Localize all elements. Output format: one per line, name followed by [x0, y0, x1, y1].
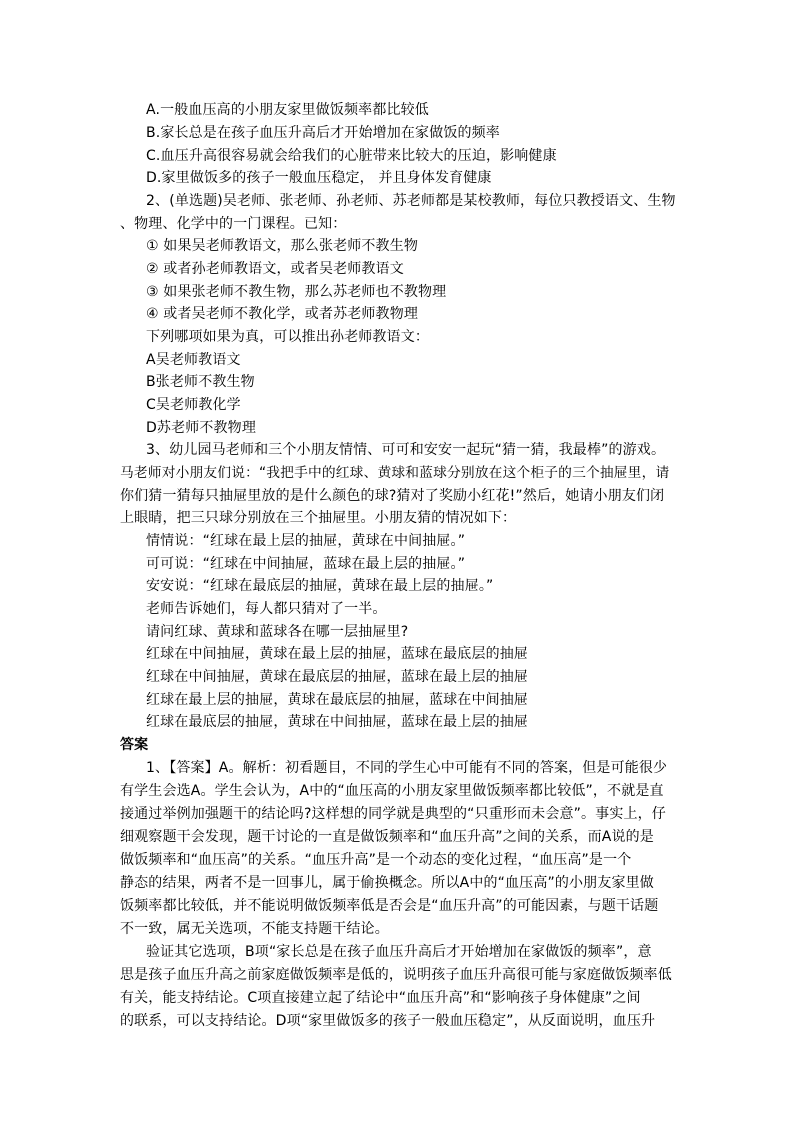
- q3-guess-qingqing: 情情说：“红球在最上层的抽屉，黄球在中间抽屉。”: [146, 533, 466, 549]
- q3-stem-line-4: 上眼睛，把三只球分别放在三个抽屉里。小朋友猜的情况如下：: [120, 510, 517, 526]
- q2-condition-4: ④ 或者吴老师不教化学，或者苏老师教物理: [146, 306, 418, 322]
- q2-question: 下列哪项如果为真，可以推出孙老师教语文：: [146, 329, 429, 345]
- q2-stem-line-2: 、物理、化学中的一门课程。已知：: [120, 216, 347, 232]
- answer-1-line-8: 不一致，属无关选项，不能支持题干结论。: [120, 921, 389, 937]
- q2-option-c: C吴老师教化学: [146, 397, 241, 413]
- q3-teacher-note: 老师告诉她们，每人都只猜对了一半。: [146, 601, 387, 617]
- q3-question: 请问红球、黄球和蓝球各在哪一层抽屉里?: [146, 624, 409, 640]
- q3-option-3: 红球在最上层的抽屉，黄球在最底层的抽屉，蓝球在中间抽屉: [146, 692, 529, 708]
- answer-1-line-6: 静态的结果，两者不是一回事儿，属于偷换概念。所以A中的“血压高”的小朋友家里做: [120, 875, 654, 891]
- answer-1-line-2: 有学生会选A。学生会认为，A中的“血压高的小朋友家里做饭频率都比较低”，不就是直: [120, 783, 664, 799]
- answer-1-line-7: 饭频率都比较低，并不能说明做饭频率低是否会是“血压升高”的可能因素，与题干话题: [120, 898, 659, 914]
- q2-option-b: B张老师不教生物: [146, 374, 255, 390]
- q2-condition-2: ② 或者孙老师教语文，或者吴老师教语文: [146, 261, 404, 277]
- q1-option-a: A.一般血压高的小朋友家里做饭频率都比较低: [146, 102, 429, 118]
- q3-guess-keke: 可可说：“红球在中间抽屉，蓝球在最上层的抽屉。”: [146, 556, 466, 572]
- q3-stem-line-2: 马老师对小朋友们说：“我把手中的红球、黄球和蓝球分别放在这个柜子的三个抽屉里，请: [120, 465, 670, 481]
- answer-1-line-1: 1、【答案】A。解析：初看题目，不同的学生心中可能有不同的答案，但是可能很少: [146, 760, 668, 776]
- q3-option-1: 红球在中间抽屉，黄球在最上层的抽屉，蓝球在最底层的抽屉: [146, 646, 529, 662]
- q3-option-4: 红球在最底层的抽屉，黄球在中间抽屉，蓝球在最上层的抽屉: [146, 714, 529, 730]
- q1-option-b: B.家长总是在孩子血压升高后才开始增加在家做饭的频率: [146, 125, 500, 141]
- q3-stem-line-3: 你们猜一猜每只抽屉里放的是什么颜色的球?猜对了奖励小红花!”然后，她请小朋友们闭: [120, 488, 665, 504]
- q2-condition-3: ③ 如果张老师不教生物，那么苏老师也不教物理: [146, 284, 447, 300]
- q3-stem-line-1: 3、幼儿园马老师和三个小朋友情情、可可和安安一起玩“猜一猜，我最棒”的游戏。: [146, 442, 666, 458]
- q2-option-d: D苏老师不教物理: [146, 420, 256, 436]
- answer-2-line-2: 思是孩子血压升高之前家庭做饭频率是低的，说明孩子血压升高很可能与家庭做饭频率低: [120, 967, 672, 983]
- q2-option-a: A吴老师教语文: [146, 352, 241, 368]
- answer-1-line-5: 做饭频率和“血压高”的关系。“血压升高”是一个动态的变化过程，“血压高”是一个: [120, 852, 632, 868]
- answer-1-line-4: 细观察题干会发现，题干讨论的一直是做饭频率和“血压升高”之间的关系，而A说的是: [120, 829, 654, 845]
- answers-heading: 答案: [120, 737, 149, 753]
- q1-option-c: C.血压升高很容易就会给我们的心脏带来比较大的压迫，影响健康: [146, 148, 557, 164]
- q3-option-2: 红球在中间抽屉，黄球在最底层的抽屉，蓝球在最上层的抽屉: [146, 669, 529, 685]
- q3-guess-anan: 安安说：“红球在最底层的抽屉，黄球在最上层的抽屉。”: [146, 578, 494, 594]
- q2-stem-line-1: 2、(单选题)吴老师、张老师、孙老师、苏老师都是某校教师，每位只教授语文、生物: [146, 193, 676, 209]
- q1-option-d: D.家里做饭多的孩子一般血压稳定， 并且身体发育健康: [146, 170, 492, 186]
- answer-2-line-4: 的联系，可以支持结论。D项“家里做饭多的孩子一般血压稳定”，从反面说明，血压升: [120, 1013, 656, 1029]
- answer-2-line-1: 验证其它选项，B项“家长总是在孩子血压升高后才开始增加在家做饭的频率”，意: [146, 944, 652, 960]
- answer-1-line-3: 接通过举例加强题干的结论吗?这样想的同学就是典型的“只重形而未会意”。事实上，仔: [120, 806, 666, 822]
- answer-2-line-3: 有关，能支持结论。C项直接建立起了结论中“血压升高”和“影响孩子身体健康”之间: [120, 990, 641, 1006]
- q2-condition-1: ① 如果吴老师教语文，那么张老师不教生物: [146, 238, 418, 254]
